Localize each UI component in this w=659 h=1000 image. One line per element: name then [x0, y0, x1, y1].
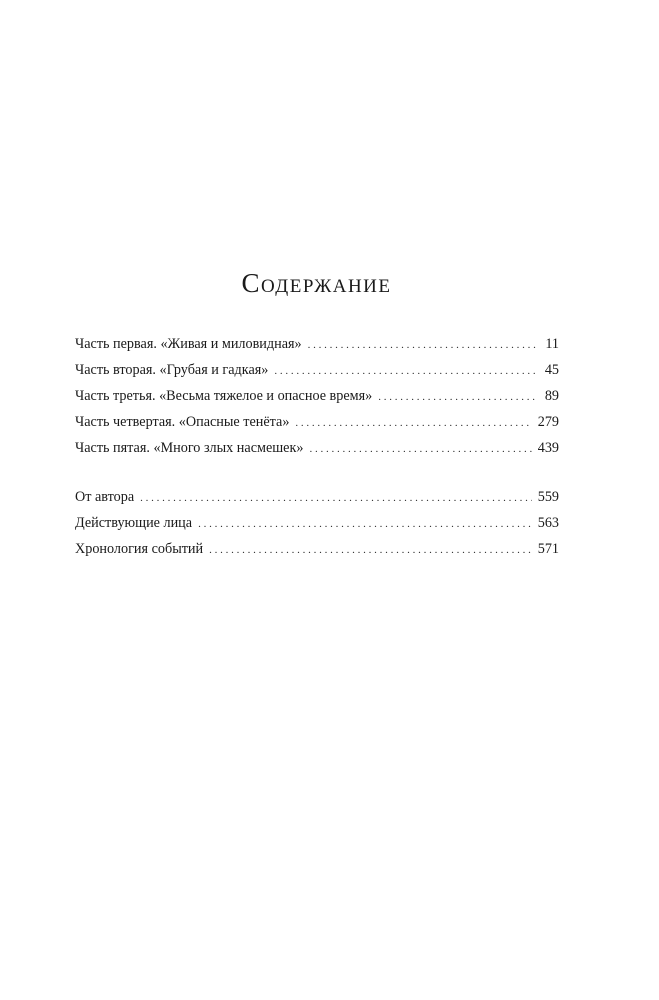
toc-entry-page: 279	[537, 414, 559, 430]
toc-dot-leader	[209, 537, 532, 563]
toc-parts-list	[75, 331, 559, 461]
toc-entry-part-4	[75, 409, 559, 435]
toc-entry-label: Хронология событий	[75, 541, 204, 557]
toc-entry-page: 89	[544, 388, 559, 404]
toc-entry-part-2	[75, 357, 559, 383]
toc-entry-part-3	[75, 383, 559, 409]
toc-entry-part-1	[75, 331, 559, 357]
toc-entry-label: Действующие лица	[75, 515, 193, 531]
toc-entry-label: Часть первая. «Живая и миловидная»	[75, 336, 302, 352]
toc-entry-afterword	[75, 484, 559, 510]
toc-entry-page: 45	[544, 362, 559, 378]
toc-dot-leader	[308, 332, 537, 358]
toc-entry-label: Часть третья. «Весьма тяжелое и опасное время»	[75, 388, 373, 404]
toc-entry-label: Часть четвертая. «Опасные тенёта»	[75, 414, 290, 430]
toc-dot-leader	[274, 358, 537, 384]
toc-back-matter-list	[75, 484, 559, 562]
toc-entry-page: 563	[537, 515, 559, 531]
toc-title: Содержание	[241, 268, 392, 298]
toc-entry-label: Часть пятая. «Много злых насмешек»	[75, 440, 304, 456]
toc-entry-page: 559	[537, 489, 559, 505]
toc-entry-characters	[75, 510, 559, 536]
toc-dot-leader	[295, 410, 531, 436]
toc-dot-leader	[378, 384, 537, 410]
toc-entry-page: 571	[537, 541, 559, 557]
toc-entry-page: 11	[545, 336, 559, 352]
toc-dot-leader	[140, 485, 532, 511]
toc-dot-leader	[198, 511, 532, 537]
toc-entry-label: Часть вторая. «Грубая и гадкая»	[75, 362, 269, 378]
toc-entry-chronology	[75, 536, 559, 562]
toc-dot-leader	[309, 436, 531, 462]
toc-entry-page: 439	[537, 440, 559, 456]
toc-entry-part-5	[75, 435, 559, 461]
toc-entry-label: От автора	[75, 489, 135, 505]
